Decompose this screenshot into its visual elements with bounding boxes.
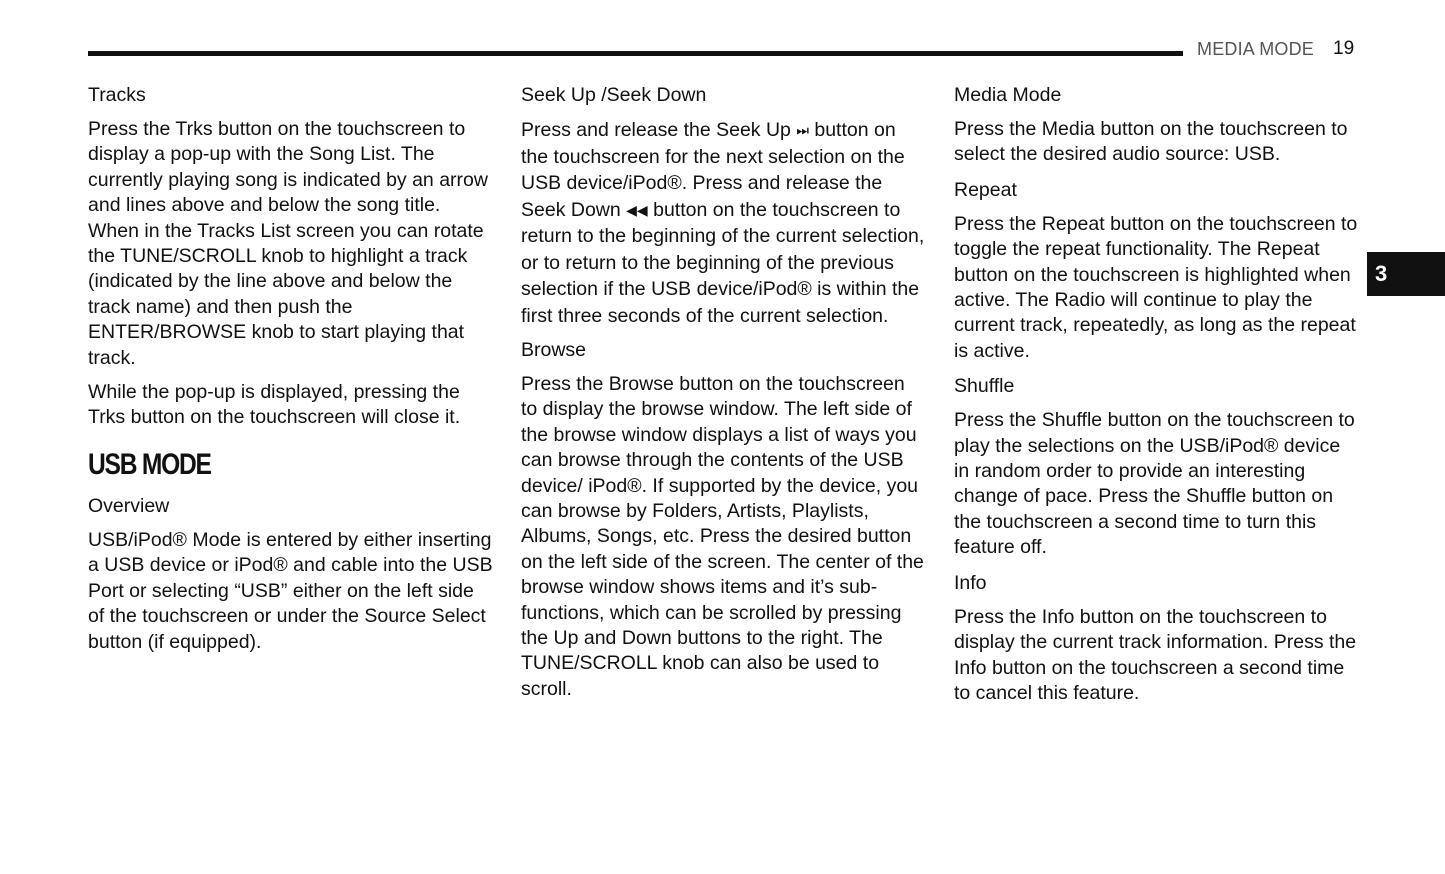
tracks-paragraph-1: Press the Trks button on the touchscreen to display a pop-up with the Song List. The currently playing song is indicated by an arrow and lines above and below the song title. When in the Tracks List screen you can rotate the TUNE/SCROLL knob to highlight a track (indicated by the line above and below the track name) and then push the ENTER/BROWSE knob to start playing that track. (88, 118, 488, 369)
seek-down-icon: ◀◀ (626, 201, 648, 218)
seek-heading: Seek Up /Seek Down (521, 84, 707, 106)
shuffle-heading: Shuffle (954, 375, 1015, 398)
usb-mode-title: USB MODE (88, 447, 211, 481)
seek-text-b: button on the touchscreen for the next selection on the USB device/iPod®. Press and release the Seek Down (521, 119, 905, 221)
info-paragraph: Press the Info button on the touchscreen to display the current track information. Press the Info button on the touchscreen a second time to cancel this feature. (954, 605, 1357, 704)
tracks-heading: Tracks (88, 84, 146, 106)
seek-up-icon: ⏭ (796, 122, 809, 138)
browse-paragraph: Press the Browse button on the touchscreen to display the browse window. The left side of the browse window displays a list of ways you can browse through the contents of the USB device/ iPod®. If supported by the device, you can browse by Folders, Artists, Playlists, Albums, Songs, etc. Press the desired button on the left side of the screen. The center of the browse window shows items and it’s sub-functions, which can be scrolled by pressing the Up and Down buttons to the right. The TUNE/SCROLL knob can also be used to scroll. (521, 373, 924, 700)
repeat-heading: Repeat (954, 178, 1017, 201)
info-heading: Info (954, 571, 987, 594)
overview-paragraph: USB/iPod® Mode is entered by either inserting a USB device or iPod® and cable into the USB Port or selecting “USB” either on the left side of the touchscreen or under the Source Select button (if equipped). (88, 528, 493, 653)
seek-text-c: button on the touchscreen to return to the beginning of the current selection, or to return to the beginning of the previous selection if the USB device/iPod® is within the first three seconds of the current selection. (521, 198, 925, 327)
page-number: 19 (1333, 38, 1355, 59)
browse-heading: Browse (521, 339, 587, 361)
media-mode-heading: Media Mode (954, 84, 1062, 106)
header-rule (88, 51, 1183, 56)
column-middle (521, 82, 926, 711)
running-header-section: MEDIA MODE (1197, 39, 1315, 59)
repeat-paragraph: Press the Repeat button on the touchscreen to toggle the repeat functionality. The Repeat button on the touchscreen is highlighted when active. The Radio will continue to play the current track, repeatedly, as long as the repeat is active. (954, 212, 1358, 362)
overview-heading: Overview (88, 494, 170, 517)
shuffle-paragraph: Press the Shuffle button on the touchscreen to play the selections on the USB/iPod® device in random order to provide an interesting change of pace. Press the Shuffle button on the touchscreen a second time to turn this feature off. (954, 409, 1355, 559)
seek-text-a: Press and release the Seek Up (521, 119, 791, 141)
media-mode-paragraph: Press the Media button on the touchscreen to select the desired audio source: USB. (954, 118, 1348, 166)
seek-paragraph (521, 117, 926, 329)
chapter-tab: 3 (1367, 252, 1445, 296)
column-right (954, 82, 1359, 715)
column-left (88, 82, 493, 664)
tracks-paragraph-2: While the pop-up is displayed, pressing the Trks button on the touchscreen will close it. (88, 381, 461, 429)
